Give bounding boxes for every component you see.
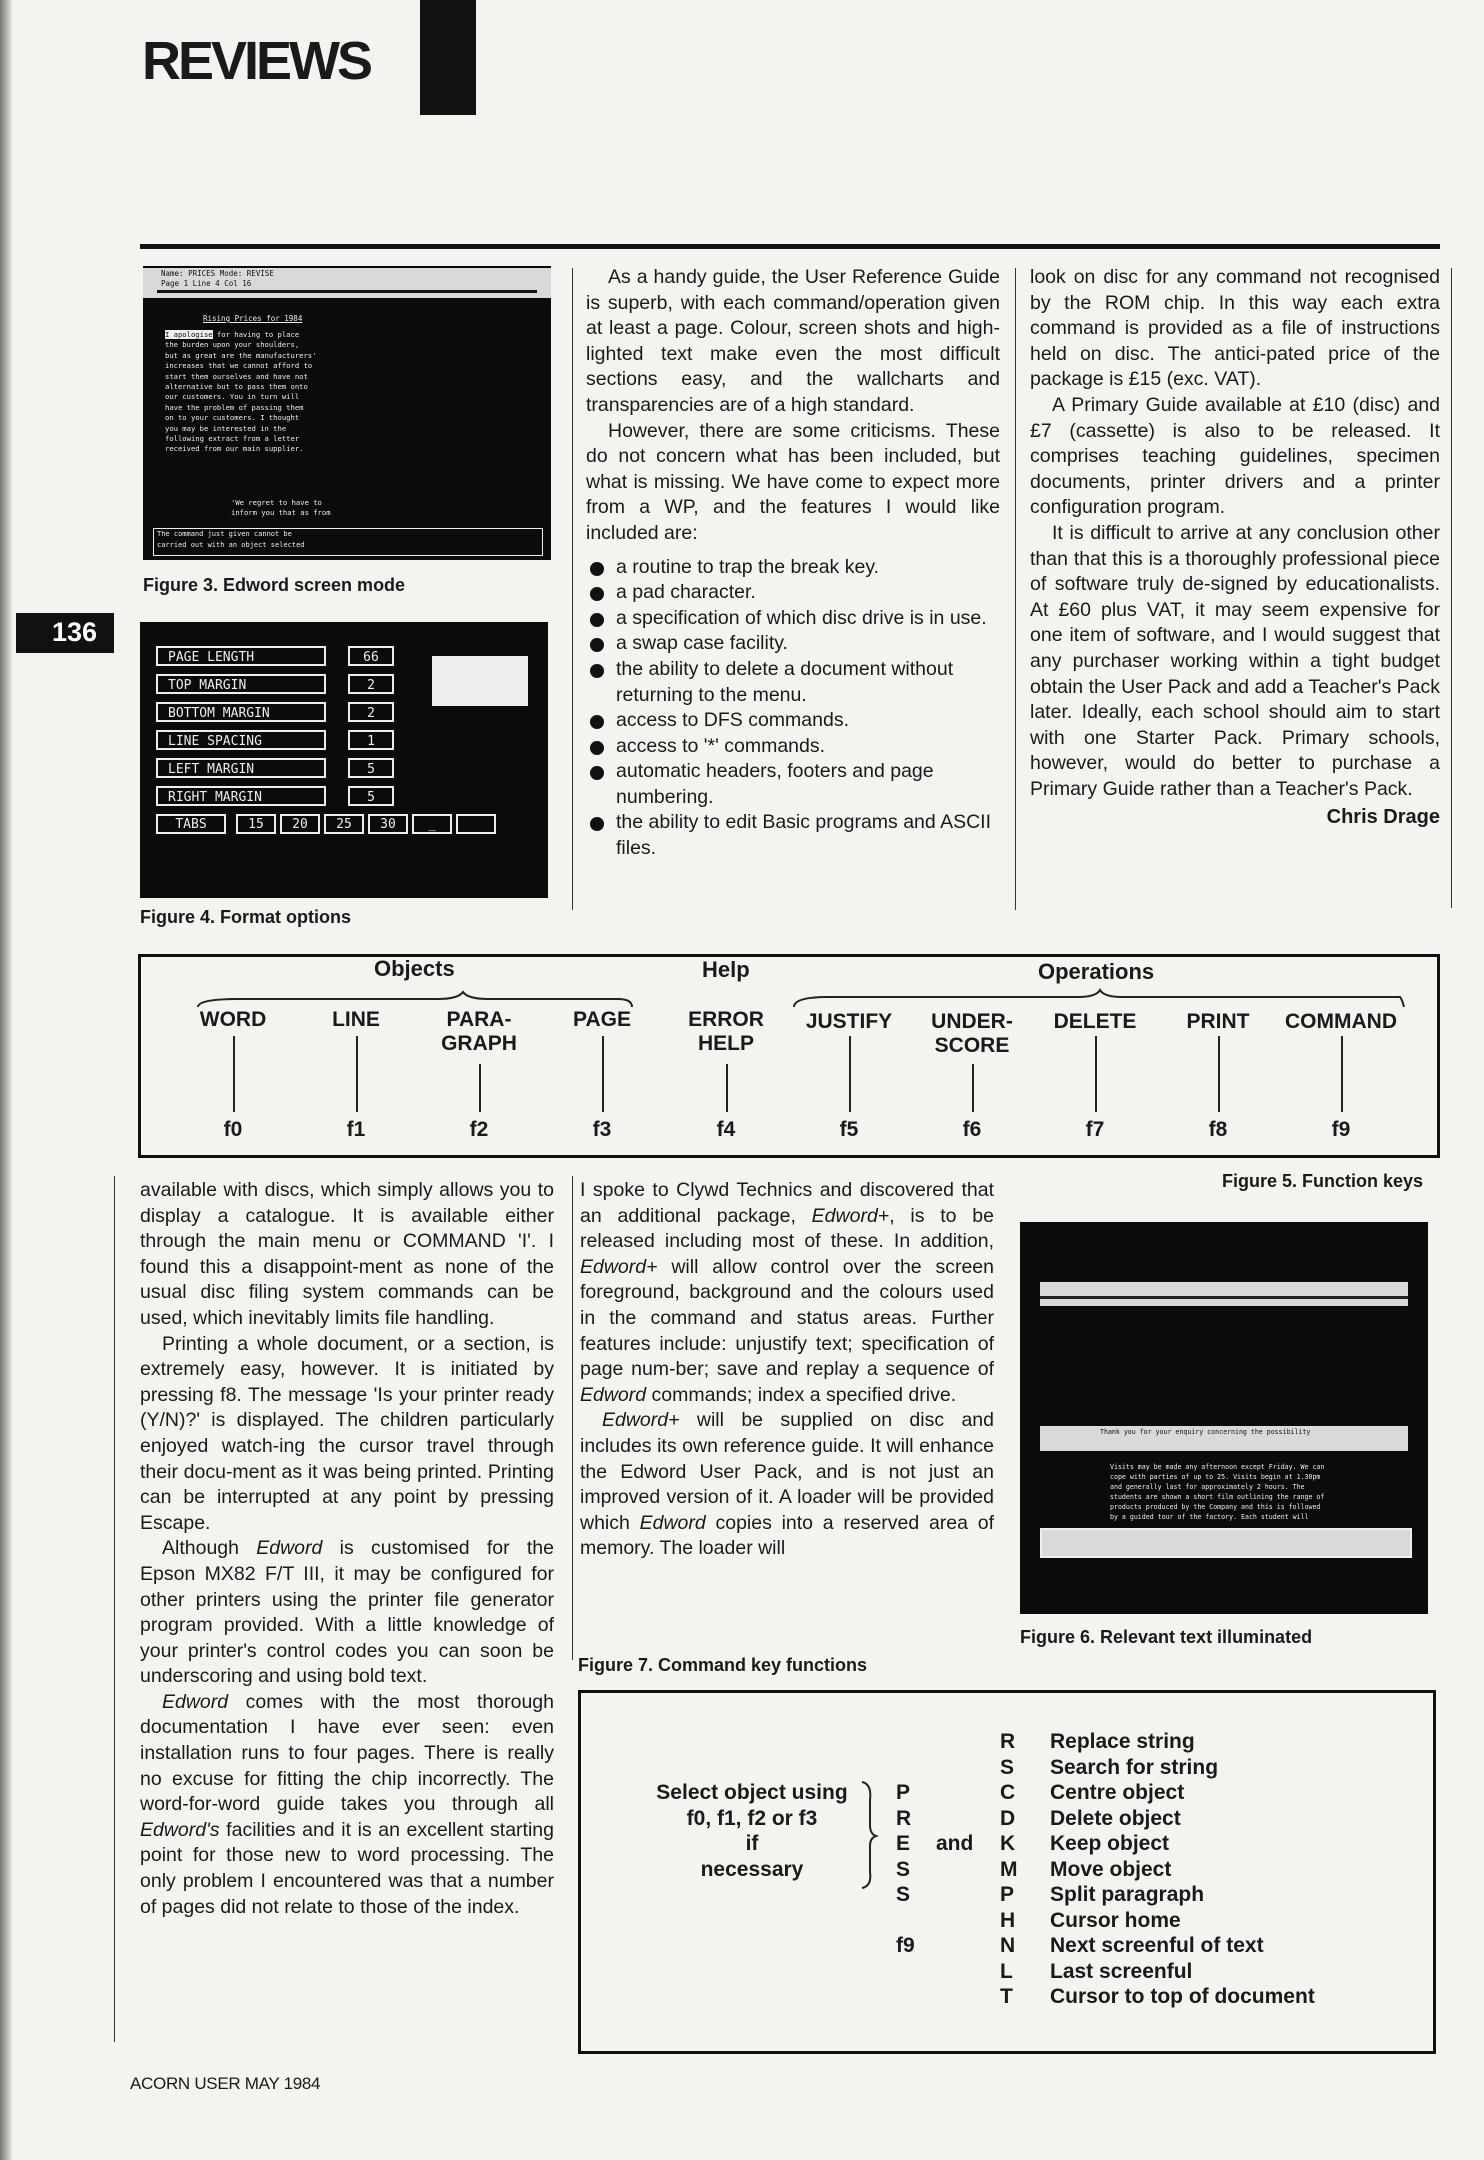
command-key: K — [1000, 1832, 1016, 1855]
product-name: Edword — [256, 1537, 323, 1560]
screen-line: inform you that as from — [231, 508, 331, 518]
tab-stop: 30 — [368, 814, 408, 834]
function-key-connector — [1341, 1036, 1343, 1112]
function-key: f1 — [346, 1118, 366, 1141]
column-3-top — [1030, 265, 1440, 829]
function-key: f0 — [223, 1118, 243, 1141]
tabs-label: TABS — [156, 814, 226, 834]
list-item: access to DFS commands. — [586, 708, 1000, 734]
product-name: Edword — [162, 1690, 229, 1713]
screen-line: the burden upon your shoulders, — [165, 340, 300, 350]
press-key-letter: E — [896, 1832, 911, 1855]
command-description: Move object — [1050, 1857, 1172, 1881]
text-run: is customised for the Epson MX82 F/T III, it may be configured for other printers using the printer file generator program provided. With a little knowledge of your printer's control codes you can soon be underscoring and using bold text. — [140, 1537, 554, 1688]
format-label: LEFT MARGIN — [156, 758, 326, 778]
command-description: Last screenful — [1050, 1959, 1193, 1983]
function-key-connector — [972, 1064, 974, 1112]
paragraph: Printing a whole document, or a section, is extremely easy, however. It is initiated by pressing f8. The message 'Is your printer ready (Y/N)?' is displayed. The children particularly enjoyed watch-ing the cursor travel through their docu-ment as it was being printed. Printing can be interrupted at any point by pressing Escape. — [140, 1332, 554, 1534]
text-run: will allow control over the screen foreground, background and the colours used in the command and status areas. Further features include: unjustify text; specification of page num-ber; save and replay a sequence of — [580, 1255, 994, 1381]
paragraph: A Primary Guide available at £10 (disc) and £7 (cassette) is also to be released. It comprises teaching guidelines, specimen documents, printer drivers and a printer configuration program. — [1030, 393, 1440, 519]
press-key-letter: S — [896, 1883, 911, 1906]
command-description: Replace string — [1050, 1730, 1195, 1753]
command-key: L — [1000, 1959, 1013, 1983]
format-value: 1 — [348, 730, 394, 750]
select-object-instruction: Select object using f0, f1, f2 or f3 if necessary — [656, 1781, 848, 1881]
screen-line: Visits may be made any afternoon except Friday. We can — [1110, 1463, 1325, 1471]
function-key: f6 — [962, 1118, 982, 1141]
function-key-label: PRINT — [1186, 1010, 1250, 1033]
screen-line: students are shown a short film outlining the range of — [1110, 1493, 1325, 1501]
command-description: Delete object — [1050, 1806, 1181, 1830]
screen-line: cope with parties of up to 25. Visits begin at 1.30pm — [1110, 1473, 1321, 1481]
format-info-box — [432, 656, 528, 706]
command-key: D — [1000, 1806, 1016, 1830]
screen-line: I apologise for having to place — [165, 330, 300, 339]
group-operations: Operations — [1038, 959, 1155, 984]
paragraph — [140, 1690, 554, 1920]
figure-3-screen — [143, 266, 551, 560]
function-key: f3 — [592, 1118, 612, 1141]
screen-command-area — [1040, 1528, 1412, 1558]
screen-quote — [231, 498, 331, 519]
product-name: Edword+ — [811, 1204, 890, 1227]
format-value: 2 — [348, 674, 394, 694]
product-name: Edword — [639, 1511, 706, 1534]
footer: ACORN USER MAY 1984 — [130, 2074, 321, 2093]
screen-text — [165, 330, 316, 455]
screen-line: you may be interested in the — [165, 423, 287, 433]
product-name: Edword+ — [602, 1409, 680, 1432]
and-label: and — [936, 1832, 974, 1855]
page-edge — [0, 0, 12, 2160]
text-run: commands; index a specified drive. — [646, 1383, 957, 1406]
command-description: Next screenful of text — [1050, 1934, 1264, 1957]
format-value: 5 — [348, 786, 394, 806]
text-run: copies into a reserved area of memory. The loader will — [580, 1511, 994, 1560]
list-item: the ability to delete a document without returning to the menu. — [586, 657, 1000, 708]
tab-stop: 25 — [324, 814, 364, 834]
screen-line: but as great are the manufacturers' — [165, 350, 317, 360]
tab-stop: _ — [412, 814, 452, 834]
function-key: f7 — [1085, 1118, 1105, 1141]
list-item: a specification of which disc drive is in use. — [586, 606, 1000, 632]
function-key-label: PAGE — [573, 1008, 631, 1031]
function-key-connector — [1218, 1036, 1220, 1112]
screen-status-line-2: Page 1 Line 4 Col 16 — [161, 279, 252, 288]
text-run: Although — [162, 1537, 257, 1560]
text-run: I spoke to Clywd Technics and discovered that an additional package, — [580, 1179, 994, 1227]
paragraph: However, there are some criticisms. These do not concern what has been included, but what is missing. We have come to expect more from a WP, and the features I would like included are: — [586, 419, 1000, 544]
list-item: a swap case facility. — [586, 631, 1000, 657]
command-key: S — [1000, 1755, 1015, 1779]
function-key-label: PARA- GRAPH — [441, 1008, 517, 1055]
text-run: comes with the most thorough documentation I have ever seen: even installation runs to four pages. There is really no excuse for fitting the chip incorrectly. The word-for-word guide takes you through all — [140, 1690, 554, 1816]
column-1-bottom — [140, 1178, 554, 1920]
screen-line: following extract from a letter — [165, 434, 300, 444]
function-key-label: DELETE — [1053, 1010, 1137, 1033]
function-key: f8 — [1208, 1118, 1228, 1141]
column-divider — [572, 268, 573, 910]
group-objects: Objects — [374, 956, 455, 981]
paragraph: As a handy guide, the User Reference Guide is superb, with each command/operation given at least a page. Colour, screen shots and high-lighted text make even the most difficult sections easy, and the wallcharts and transparencies are of a high standard. — [586, 266, 1000, 416]
command-key: M — [1000, 1857, 1018, 1881]
function-key-connector — [479, 1064, 481, 1112]
figure-4-caption: Figure 4. Format options — [140, 907, 352, 927]
function-key: f5 — [839, 1118, 859, 1141]
function-key-connector — [726, 1064, 728, 1112]
command-key: H — [1000, 1908, 1016, 1932]
tab-stop: 20 — [280, 814, 320, 834]
column-divider — [572, 1176, 573, 1660]
press-key-letter: P — [896, 1781, 911, 1804]
command-description: Split paragraph — [1050, 1883, 1205, 1906]
function-key: f4 — [716, 1118, 736, 1141]
product-name: Edword's — [140, 1818, 220, 1841]
command-key: R — [1000, 1730, 1016, 1753]
command-description: Cursor home — [1050, 1908, 1181, 1932]
format-label: RIGHT MARGIN — [156, 786, 326, 806]
screen-command-line-1: The command just given cannot be — [157, 530, 292, 538]
list-item: automatic headers, footers and page numbering. — [586, 759, 1000, 810]
format-label: TOP MARGIN — [156, 674, 326, 694]
feature-wishlist — [586, 555, 1000, 862]
function-key: f9 — [1331, 1118, 1351, 1141]
screen-line: on to your customers. I thought — [165, 413, 300, 423]
function-key-connector — [356, 1036, 358, 1112]
list-item: a routine to trap the break key. — [586, 555, 1000, 581]
figure-6-caption: Figure 6. Relevant text illuminated — [1020, 1627, 1313, 1647]
column-divider — [114, 1176, 115, 2042]
screen-heading: Rising Prices for 1984 — [203, 314, 303, 323]
screen-body-text — [1110, 1462, 1324, 1522]
screen-ruler — [1040, 1296, 1408, 1299]
paragraph — [580, 1408, 994, 1562]
function-key-connector — [849, 1036, 851, 1112]
command-description: Keep object — [1050, 1832, 1170, 1855]
format-value: 2 — [348, 702, 394, 722]
figure-6-screen — [1020, 1222, 1428, 1614]
format-value: 5 — [348, 758, 394, 778]
function-key: f2 — [469, 1118, 489, 1141]
function-key-label: WORD — [199, 1008, 267, 1031]
function-key-label: ERROR HELP — [688, 1008, 764, 1055]
paragraph: look on disc for any command not recognised by the ROM chip. In this way each extra command is provided as a file of instructions held on disc. The antici-pated price of the package is £15 (exc. VAT). — [1030, 266, 1440, 391]
format-value: 66 — [348, 646, 394, 666]
section-header: REVIEWS — [142, 31, 371, 91]
screen-line: alternative but to pass them onto — [165, 382, 308, 392]
function-key-label: JUSTIFY — [805, 1010, 893, 1033]
screen-line: have the problem of passing them — [165, 402, 304, 412]
header-block — [420, 0, 476, 115]
screen-command-line-2: carried out with an object selected — [157, 541, 305, 549]
screen-ruler — [157, 290, 537, 293]
figure-4-screen — [140, 622, 548, 898]
tab-stop — [456, 814, 496, 834]
list-item: a pad character. — [586, 580, 1000, 606]
screen-line: Thank you for your enquiry concerning the possibility — [1100, 1428, 1311, 1436]
header-rule — [140, 244, 1440, 249]
format-label: PAGE LENGTH — [156, 646, 326, 666]
screen-line: received from our main supplier. — [165, 444, 304, 454]
function-key-label: LINE — [332, 1008, 380, 1031]
product-name: Edword+ — [580, 1255, 658, 1278]
command-key: C — [1000, 1781, 1016, 1804]
figure-7-caption: Figure 7. Command key functions — [578, 1655, 868, 1675]
paragraph — [580, 1178, 994, 1408]
command-description: Cursor to top of document — [1050, 1985, 1315, 2008]
list-item: the ability to edit Basic programs and ASCII files. — [586, 810, 1000, 861]
function-key-connector — [1095, 1036, 1097, 1112]
screen-line: products produced by the Company and this is followed — [1110, 1503, 1321, 1511]
function-key-label: COMMAND — [1285, 1010, 1397, 1033]
command-description: Search for string — [1050, 1755, 1219, 1779]
screen-line: and generally last for approximately 2 hours. The — [1110, 1483, 1305, 1491]
screen-line: 'We regret to have to — [231, 498, 322, 507]
format-label: LINE SPACING — [156, 730, 326, 750]
text-run: will be supplied on disc and includes its own reference guide. It will enhance the Edword User Pack, and is not just an improved version of it. A loader will be provided which — [580, 1409, 994, 1534]
screen-line: increases that we cannot afford to — [165, 361, 313, 371]
function-key-connector — [602, 1036, 604, 1112]
function-key-connector — [233, 1036, 235, 1112]
paragraph — [140, 1536, 554, 1690]
column-2-top — [586, 265, 1000, 862]
text-run: , is to be released including most of these. In addition, — [580, 1204, 994, 1253]
column-divider — [1015, 268, 1016, 910]
screen-status-line-1: Name: PRICES Mode: REVISE — [161, 269, 274, 278]
paragraph: available with discs, which simply allows you to display a catalogue. It is available either through the main menu or COMMAND 'I'. I found this a disappoint-ment as none of the usual disc filing system commands can be used, which inevitably limits file handling. — [140, 1179, 554, 1329]
screen-line: by a guided tour of the factory. Each student will — [1110, 1513, 1309, 1521]
page-number: 136 — [52, 617, 98, 647]
command-key: N — [1000, 1934, 1016, 1957]
screen-highlight — [1040, 1437, 1408, 1451]
product-name: Edword — [580, 1383, 647, 1406]
press-key-letter: f9 — [896, 1934, 915, 1957]
select-brace — [860, 1780, 880, 1890]
figure-5-caption: Figure 5. Function keys — [1222, 1171, 1424, 1191]
paragraph: It is difficult to arrive at any conclusion other than that this is a thoroughly professional piece of software truly de-signed by educationalists. At £60 plus VAT, it may seem expensive for one item of software, and I would suggest that any purchaser working within a tight budget obtain the User Pack and add a Teacher's Pack later. Ideally, each school should aim to start with one Starter Pack. Primary schools, however, would do better to purchase a Primary Guide rather than a Teacher's Pack. — [1030, 521, 1440, 800]
screen-line: start them ourselves and have not — [165, 371, 308, 381]
function-key-label: UNDER- SCORE — [931, 1010, 1013, 1057]
figure-3-caption: Figure 3. Edword screen mode — [143, 575, 406, 595]
column-2-bottom — [580, 1178, 994, 1562]
command-key: T — [1000, 1985, 1013, 2008]
command-description: Centre object — [1050, 1781, 1185, 1804]
group-help: Help — [702, 957, 750, 982]
format-label: BOTTOM MARGIN — [156, 702, 326, 722]
screen-title-bar — [1040, 1282, 1408, 1306]
screen-line: our customers. You in turn will — [165, 392, 300, 402]
text-run: facilities and it is an excellent starting point for those new to word processing. The only problem I encountered was that a number of pages did not relate to those of the index. — [140, 1818, 554, 1918]
tab-stop: 15 — [236, 814, 276, 834]
list-item: access to '*' commands. — [586, 734, 1000, 760]
author-name: Chris Drage — [1326, 806, 1440, 829]
command-key: P — [1000, 1883, 1015, 1906]
press-key-letter: S — [896, 1857, 911, 1881]
press-key-letter: R — [896, 1806, 912, 1830]
column-divider — [1451, 268, 1452, 908]
